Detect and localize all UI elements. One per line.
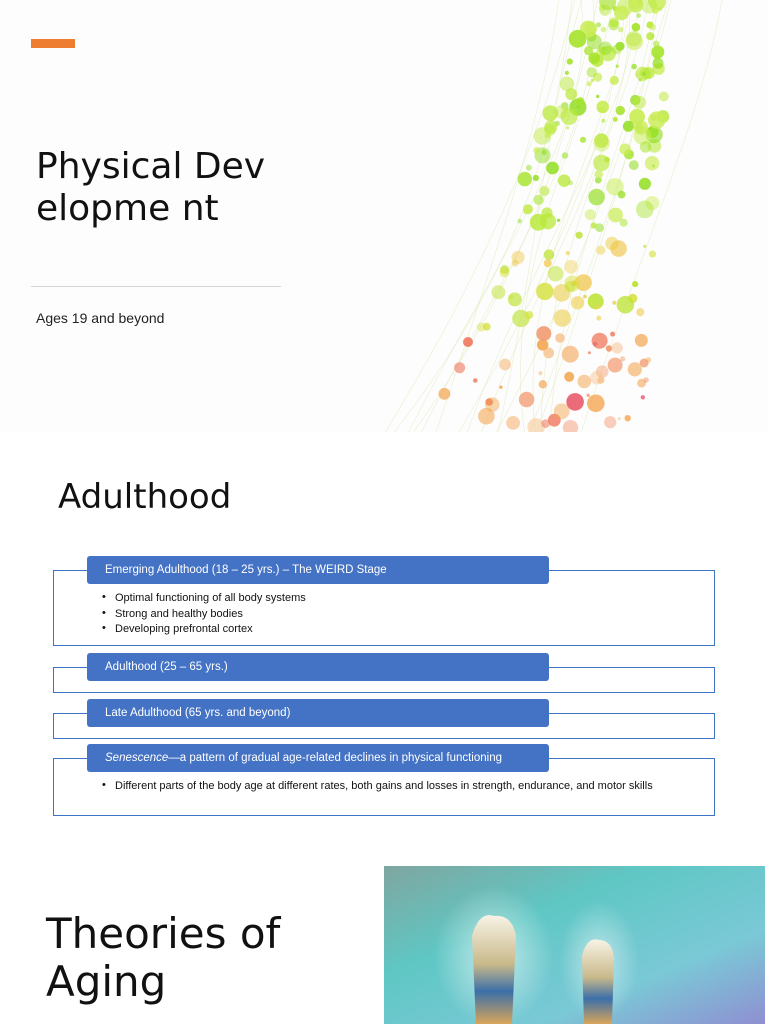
slide-subtitle: Ages 19 and beyond	[36, 310, 165, 326]
stage-header: Emerging Adulthood (18 – 25 yrs.) – The WEIRD Stage	[87, 556, 549, 584]
slide-title: Theories of Aging	[46, 909, 281, 1006]
stage-header: Adulthood (25 – 65 yrs.)	[87, 653, 549, 681]
stage-header: Late Adulthood (65 yrs. and beyond)	[87, 699, 549, 727]
accent-bar	[31, 39, 75, 48]
slide-title: Physical Developme nt	[36, 146, 266, 229]
list-item: • Strong and healthy bodies	[102, 607, 682, 623]
term: Senescence	[105, 752, 169, 764]
list-item: • Different parts of the body age at different rates, both gains and losses in strength, endurance, and motor skills	[102, 779, 672, 795]
theories-slide	[0, 864, 768, 1024]
bullet-list	[102, 779, 672, 795]
title-slide	[0, 0, 768, 432]
list-item: • Optimal functioning of all body systems	[102, 591, 682, 607]
bullet-list	[102, 591, 682, 638]
list-item: • Developing prefrontal cortex	[102, 622, 682, 638]
definition: —a pattern of gradual age-related declines in physical functioning	[168, 752, 503, 764]
bubble-decoration	[300, 0, 768, 432]
adulthood-slide	[0, 432, 768, 864]
slide-title: Adulthood	[58, 477, 232, 517]
stage-header	[87, 744, 549, 772]
chromosome-photo	[384, 866, 765, 1024]
divider	[31, 286, 281, 287]
